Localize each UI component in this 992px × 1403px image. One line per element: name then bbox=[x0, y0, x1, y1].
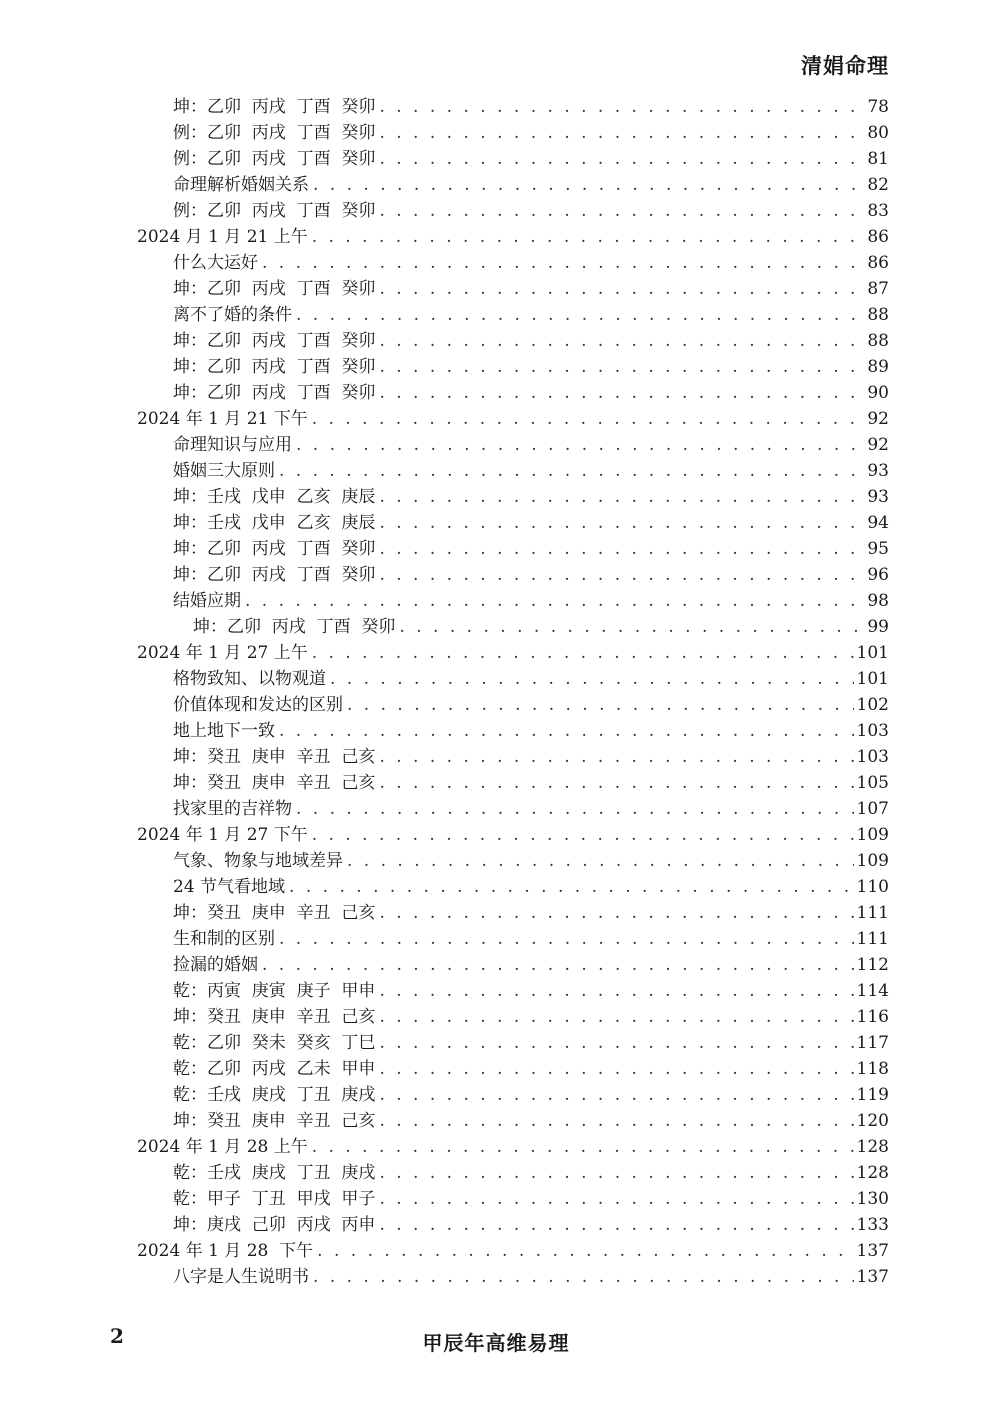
toc-dot-leader bbox=[330, 666, 854, 692]
toc-entry-page: 114 bbox=[856, 981, 889, 1001]
toc-entry-page: 117 bbox=[856, 1033, 889, 1053]
toc-entry[interactable] bbox=[0, 458, 992, 484]
toc-entry-page: 95 bbox=[867, 539, 889, 559]
header-title: 清娟命理 bbox=[801, 53, 889, 78]
toc-dot-leader bbox=[312, 822, 854, 848]
toc-entry-page: 78 bbox=[867, 97, 889, 117]
toc-entry-title: 坤：庚戌 己卯 丙戌 丙申 bbox=[173, 1215, 376, 1235]
toc-entry-title: 地上地下一致 bbox=[173, 721, 275, 741]
toc-entry-page: 128 bbox=[856, 1137, 889, 1157]
toc-entry[interactable] bbox=[0, 172, 992, 198]
toc-dot-leader bbox=[379, 354, 864, 380]
toc-dot-leader bbox=[379, 1108, 853, 1134]
toc-entry[interactable] bbox=[0, 146, 992, 172]
toc-entry-title: 坤：乙卯 丙戌 丁酉 癸卯 bbox=[173, 97, 376, 117]
toc-dot-leader bbox=[379, 978, 853, 1004]
toc-entry-page: 118 bbox=[856, 1059, 889, 1079]
toc-dot-leader bbox=[347, 848, 854, 874]
toc-entry-title: 生和制的区别 bbox=[173, 929, 275, 949]
toc-entry-title: 坤：乙卯 丙戌 丁酉 癸卯 bbox=[173, 279, 376, 299]
toc-entry-title: 乾：丙寅 庚寅 庚子 甲申 bbox=[173, 981, 376, 1001]
toc-dot-leader bbox=[379, 198, 864, 224]
toc-entry[interactable] bbox=[0, 1238, 992, 1264]
toc-entry[interactable] bbox=[0, 848, 992, 874]
toc-entry[interactable] bbox=[0, 978, 992, 1004]
toc-entry-page: 86 bbox=[867, 227, 889, 247]
toc-entry-page: 92 bbox=[867, 435, 889, 455]
toc-entry-title: 坤：乙卯 丙戌 丁酉 癸卯 bbox=[173, 357, 376, 377]
toc-entry-page: 119 bbox=[856, 1085, 889, 1105]
toc-entry[interactable] bbox=[0, 354, 992, 380]
toc-entry-title: 2024 年 1 月 28 上午 bbox=[137, 1137, 308, 1157]
toc-entry-title: 2024 年 1 月 21 下午 bbox=[137, 409, 308, 429]
toc-entry-page: 116 bbox=[856, 1007, 889, 1027]
toc-dot-leader bbox=[379, 1004, 853, 1030]
toc-entry[interactable] bbox=[0, 588, 992, 614]
toc-entry-page: 88 bbox=[867, 331, 889, 351]
toc-entry[interactable] bbox=[0, 120, 992, 146]
toc-entry[interactable] bbox=[0, 1134, 992, 1160]
toc-dot-leader bbox=[379, 276, 864, 302]
toc-entry-title: 离不了婚的条件 bbox=[173, 305, 292, 325]
toc-entry-page: 89 bbox=[867, 357, 889, 377]
toc-entry-title: 坤：乙卯 丙戌 丁酉 癸卯 bbox=[173, 539, 376, 559]
toc-entry[interactable] bbox=[0, 952, 992, 978]
toc-entry-page: 83 bbox=[867, 201, 889, 221]
toc-entry-title: 气象、物象与地域差异 bbox=[173, 851, 343, 871]
toc-entry-title: 例：乙卯 丙戌 丁酉 癸卯 bbox=[173, 123, 376, 143]
toc-entry[interactable] bbox=[0, 614, 992, 640]
toc-entry-title: 乾：乙卯 癸未 癸亥 丁巳 bbox=[173, 1033, 376, 1053]
toc-dot-leader bbox=[379, 562, 864, 588]
toc-dot-leader bbox=[296, 796, 854, 822]
toc-entry[interactable] bbox=[0, 1004, 992, 1030]
toc-entry-title: 命理解析婚姻关系 bbox=[173, 175, 309, 195]
toc-entry-title: 例：乙卯 丙戌 丁酉 癸卯 bbox=[173, 149, 376, 169]
toc-entry-title: 命理知识与应用 bbox=[173, 435, 292, 455]
toc-dot-leader bbox=[379, 744, 853, 770]
toc-entry[interactable] bbox=[0, 1108, 992, 1134]
toc-entry[interactable] bbox=[0, 718, 992, 744]
toc-entry-page: 111 bbox=[856, 929, 889, 949]
toc-entry-page: 128 bbox=[856, 1163, 889, 1183]
toc-entry[interactable] bbox=[0, 822, 992, 848]
toc-entry-page: 94 bbox=[867, 513, 889, 533]
toc-dot-leader bbox=[313, 172, 864, 198]
toc-entry[interactable] bbox=[0, 744, 992, 770]
toc-entry[interactable] bbox=[0, 380, 992, 406]
toc-entry[interactable] bbox=[0, 224, 992, 250]
toc-dot-leader bbox=[399, 614, 864, 640]
toc-entry-title: 坤：壬戌 戊申 乙亥 庚辰 bbox=[173, 513, 376, 533]
toc-dot-leader bbox=[379, 94, 864, 120]
toc-dot-leader bbox=[312, 406, 865, 432]
toc-entry-title: 捡漏的婚姻 bbox=[173, 955, 258, 975]
toc-dot-leader bbox=[379, 770, 853, 796]
toc-entry[interactable] bbox=[0, 692, 992, 718]
toc-dot-leader bbox=[347, 692, 854, 718]
toc-dot-leader bbox=[379, 328, 864, 354]
toc-entry-page: 105 bbox=[856, 773, 889, 793]
toc-entry[interactable] bbox=[0, 874, 992, 900]
toc-entry-title: 婚姻三大原则 bbox=[173, 461, 275, 481]
toc-entry-page: 110 bbox=[856, 877, 889, 897]
toc-entry[interactable] bbox=[0, 1082, 992, 1108]
toc-entry-page: 88 bbox=[867, 305, 889, 325]
toc-entry-page: 87 bbox=[867, 279, 889, 299]
toc-entry[interactable] bbox=[0, 900, 992, 926]
toc-dot-leader bbox=[379, 1186, 853, 1212]
toc-dot-leader bbox=[379, 1212, 853, 1238]
toc-dot-leader bbox=[313, 1264, 854, 1290]
toc-entry[interactable] bbox=[0, 250, 992, 276]
toc-entry-page: 93 bbox=[867, 487, 889, 507]
toc-entry-page: 137 bbox=[856, 1241, 889, 1261]
toc-entry[interactable] bbox=[0, 1186, 992, 1212]
toc-entry-page: 98 bbox=[867, 591, 889, 611]
toc-entry-title: 坤：癸丑 庚申 辛丑 己亥 bbox=[173, 1007, 376, 1027]
toc-dot-leader bbox=[262, 250, 864, 276]
toc-entry-title: 坤：乙卯 丙戌 丁酉 癸卯 bbox=[193, 617, 396, 637]
toc-entry-title: 乾：甲子 丁丑 甲戌 甲子 bbox=[173, 1189, 376, 1209]
toc-entry[interactable] bbox=[0, 1264, 992, 1290]
toc-dot-leader bbox=[379, 1030, 853, 1056]
toc-entry-page: 103 bbox=[856, 721, 889, 741]
toc-entry-title: 2024 年 1 月 27 下午 bbox=[137, 825, 308, 845]
toc-dot-leader bbox=[379, 536, 864, 562]
toc-entry[interactable] bbox=[0, 94, 992, 120]
toc-dot-leader bbox=[312, 1134, 854, 1160]
toc-dot-leader bbox=[279, 926, 854, 952]
toc-entry-title: 2024 年 1 月 27 上午 bbox=[137, 643, 308, 663]
toc-dot-leader bbox=[379, 1082, 853, 1108]
toc-entry-page: 107 bbox=[856, 799, 889, 819]
toc-entry-page: 81 bbox=[867, 149, 889, 169]
toc-entry-title: 乾：乙卯 丙戌 乙未 甲申 bbox=[173, 1059, 376, 1079]
toc-entry[interactable] bbox=[0, 1030, 992, 1056]
toc-dot-leader bbox=[379, 484, 864, 510]
toc-dot-leader bbox=[279, 458, 864, 484]
toc-entry[interactable] bbox=[0, 328, 992, 354]
toc-entry-page: 101 bbox=[856, 643, 889, 663]
toc-dot-leader bbox=[262, 952, 854, 978]
toc-entry-page: 109 bbox=[856, 851, 889, 871]
toc-dot-leader bbox=[379, 510, 864, 536]
toc-entry-title: 价值体现和发达的区别 bbox=[173, 695, 343, 715]
toc-entry-page: 130 bbox=[856, 1189, 889, 1209]
toc-entry-page: 101 bbox=[856, 669, 889, 689]
toc-dot-leader bbox=[296, 302, 864, 328]
toc-entry-title: 坤：癸丑 庚申 辛丑 己亥 bbox=[173, 747, 376, 767]
toc-entry-title: 坤：乙卯 丙戌 丁酉 癸卯 bbox=[173, 565, 376, 585]
toc-entry-title: 乾：壬戌 庚戌 丁丑 庚戌 bbox=[173, 1085, 376, 1105]
toc-entry[interactable] bbox=[0, 276, 992, 302]
toc-entry-title: 坤：乙卯 丙戌 丁酉 癸卯 bbox=[173, 331, 376, 351]
toc-entry-title: 格物致知、以物观道 bbox=[173, 669, 326, 689]
toc-entry[interactable] bbox=[0, 432, 992, 458]
toc-dot-leader bbox=[279, 718, 854, 744]
toc-entry-page: 133 bbox=[856, 1215, 889, 1235]
toc-entry[interactable] bbox=[0, 770, 992, 796]
toc-entry-page: 102 bbox=[856, 695, 889, 715]
toc-entry-title: 坤：癸丑 庚申 辛丑 己亥 bbox=[173, 773, 376, 793]
toc-entry-page: 82 bbox=[867, 175, 889, 195]
toc-entry-title: 什么大运好 bbox=[173, 253, 258, 273]
toc-entry[interactable] bbox=[0, 666, 992, 692]
toc-entry[interactable] bbox=[0, 1160, 992, 1186]
toc-entry-title: 坤：癸丑 庚申 辛丑 己亥 bbox=[173, 903, 376, 923]
toc-dot-leader bbox=[379, 1056, 853, 1082]
toc-entry[interactable] bbox=[0, 562, 992, 588]
toc-entry[interactable] bbox=[0, 1212, 992, 1238]
toc-entry-title: 乾：壬戌 庚戌 丁丑 庚戌 bbox=[173, 1163, 376, 1183]
toc-entry-page: 111 bbox=[856, 903, 889, 923]
toc-entry-page: 92 bbox=[867, 409, 889, 429]
toc-entry-page: 93 bbox=[867, 461, 889, 481]
toc-dot-leader bbox=[289, 874, 854, 900]
toc-entry-page: 90 bbox=[867, 383, 889, 403]
toc-entry[interactable] bbox=[0, 302, 992, 328]
toc-dot-leader bbox=[379, 1160, 853, 1186]
table-of-contents bbox=[0, 94, 992, 1290]
toc-dot-leader bbox=[379, 900, 853, 926]
toc-entry-title: 坤：壬戌 戊申 乙亥 庚辰 bbox=[173, 487, 376, 507]
toc-entry[interactable] bbox=[0, 536, 992, 562]
toc-entry[interactable] bbox=[0, 796, 992, 822]
toc-entry-title: 2024 年 1 月 28 下午 bbox=[137, 1241, 314, 1261]
toc-entry-page: 99 bbox=[867, 617, 889, 637]
toc-entry-page: 109 bbox=[856, 825, 889, 845]
toc-entry[interactable] bbox=[0, 640, 992, 666]
toc-entry-title: 坤：癸丑 庚申 辛丑 己亥 bbox=[173, 1111, 376, 1131]
page-number: 2 bbox=[110, 1324, 124, 1348]
toc-entry-title: 找家里的吉祥物 bbox=[173, 799, 292, 819]
toc-entry[interactable] bbox=[0, 1056, 992, 1082]
toc-entry-page: 137 bbox=[856, 1267, 889, 1287]
toc-dot-leader bbox=[312, 224, 865, 250]
toc-dot-leader bbox=[379, 120, 864, 146]
toc-entry-page: 103 bbox=[856, 747, 889, 767]
toc-entry-title: 24 节气看地域 bbox=[173, 877, 286, 897]
toc-dot-leader bbox=[379, 146, 864, 172]
toc-entry-title: 2024 月 1 月 21 上午 bbox=[137, 227, 308, 247]
toc-entry-title: 例：乙卯 丙戌 丁酉 癸卯 bbox=[173, 201, 376, 221]
toc-entry-page: 80 bbox=[867, 123, 889, 143]
toc-entry-page: 86 bbox=[867, 253, 889, 273]
toc-entry[interactable] bbox=[0, 926, 992, 952]
toc-entry-title: 八字是人生说明书 bbox=[173, 1267, 309, 1287]
toc-entry[interactable] bbox=[0, 484, 992, 510]
toc-dot-leader bbox=[312, 640, 854, 666]
toc-entry-page: 120 bbox=[856, 1111, 889, 1131]
toc-entry[interactable] bbox=[0, 198, 992, 224]
toc-entry[interactable] bbox=[0, 406, 992, 432]
toc-dot-leader bbox=[296, 432, 864, 458]
toc-dot-leader bbox=[245, 588, 864, 614]
toc-dot-leader bbox=[379, 380, 864, 406]
toc-dot-leader bbox=[317, 1238, 853, 1264]
toc-entry-title: 结婚应期 bbox=[173, 591, 241, 611]
toc-entry-title: 坤：乙卯 丙戌 丁酉 癸卯 bbox=[173, 383, 376, 403]
toc-entry-page: 96 bbox=[867, 565, 889, 585]
toc-entry[interactable] bbox=[0, 510, 992, 536]
toc-entry-page: 112 bbox=[856, 955, 889, 975]
footer-book-title: 甲辰年高维易理 bbox=[422, 1331, 570, 1355]
